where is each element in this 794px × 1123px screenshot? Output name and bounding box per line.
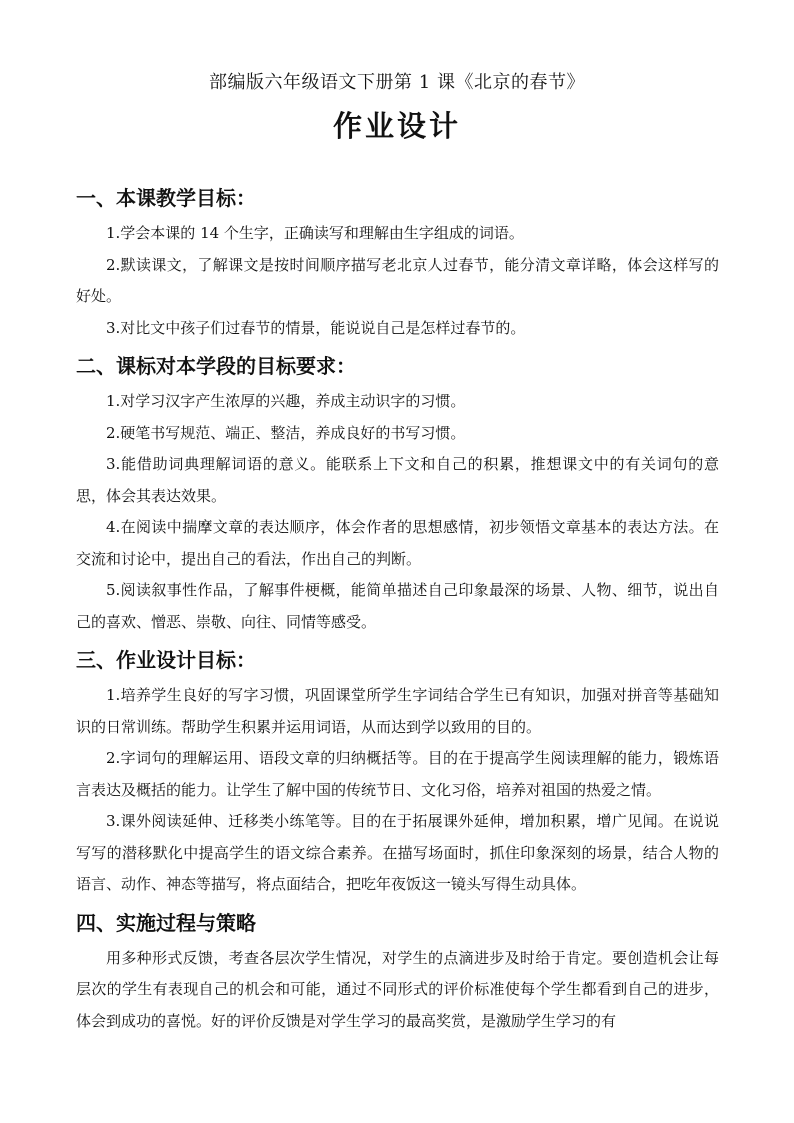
paragraph: 3.对比文中孩子们过春节的情景，能说说自己是怎样过春节的。 xyxy=(106,318,526,337)
document-title: 作业设计 xyxy=(332,109,461,143)
document-body xyxy=(76,182,719,1043)
section-heading: 一、本课教学目标： xyxy=(76,186,256,210)
section-heading: 三、作业设计目标： xyxy=(76,648,256,672)
paragraph: 1.对学习汉字产生浓厚的兴趣，养成主动识字的习惯。 xyxy=(106,392,466,410)
section-homework-goals xyxy=(76,644,719,901)
paragraph: 4.在阅读中揣摩文章的表达顺序，体会作者的思想感情，初步领悟文章基本的表达方法。在交流和讨论中，提出自己的看法，作出自己的判断。 xyxy=(76,518,719,568)
paragraph: 3.课外阅读延伸、迁移类小练笔等。目的在于拓展课外延伸，增加积累，增广见闻。在说说写写的潜移默化中提高学生的语文综合素养。在描写场面时，抓住印象深刻的场景，结合人物的语言、动作、神态等描写，将点面结合，把吃年夜饭这一镜头写得生动具体。 xyxy=(76,812,719,893)
paragraph: 2.硬笔书写规范、端正、整洁，养成良好的书写习惯。 xyxy=(106,423,466,442)
section-heading: 二、课标对本学段的目标要求： xyxy=(76,354,356,378)
document-subtitle: 部编版六年级语文下册第 1 课《北京的春节》 xyxy=(209,72,585,93)
paragraph: 5.阅读叙事性作品，了解事件梗概，能简单描述自己印象最深的场景、人物、细节，说出自己的喜欢、憎恶、崇敬、向往、同情等感受。 xyxy=(76,581,719,631)
paragraph: 2.默读课文，了解课文是按时间顺序描写老北京人过春节，能分清文章详略，体会这样写的好处。 xyxy=(76,255,719,305)
paragraph: 1.培养学生良好的写字习惯，巩固课堂所学生字词结合学生已有知识，加强对拼音等基础知识的日常训练。帮助学生积累并运用词语，从而达到学以致用的目的。 xyxy=(76,686,719,736)
section-implementation xyxy=(76,907,719,1038)
section-curriculum-requirements xyxy=(76,350,719,638)
section-heading: 四、实施过程与策略 xyxy=(76,910,256,935)
paragraph: 用多种形式反馈，考查各层次学生情况，对学生的点滴进步及时给于肯定。要创造机会让每层次的学生有表现自己的机会和可能，通过不同形式的评价标准使每个学生都看到自己的进步，体会到成功的喜悦。好的评价反馈是对学生学习的最高奖赏，是激励学生学习的有 xyxy=(76,948,719,1030)
paragraph: 2.字词句的理解运用、语段文章的归纳概括等。目的在于提高学生阅读理解的能力，锻炼语言表达及概括的能力。让学生了解中国的传统节日、文化习俗，培养对祖国的热爱之情。 xyxy=(76,749,719,799)
paragraph: 1.学会本课的 14 个生字，正确读写和理解由生字组成的词语。 xyxy=(106,224,524,242)
section-teaching-goals xyxy=(76,182,719,344)
paragraph: 3.能借助词典理解词语的意义。能联系上下文和自己的积累，推想课文中的有关词句的意思，体会其表达效果。 xyxy=(76,455,719,505)
